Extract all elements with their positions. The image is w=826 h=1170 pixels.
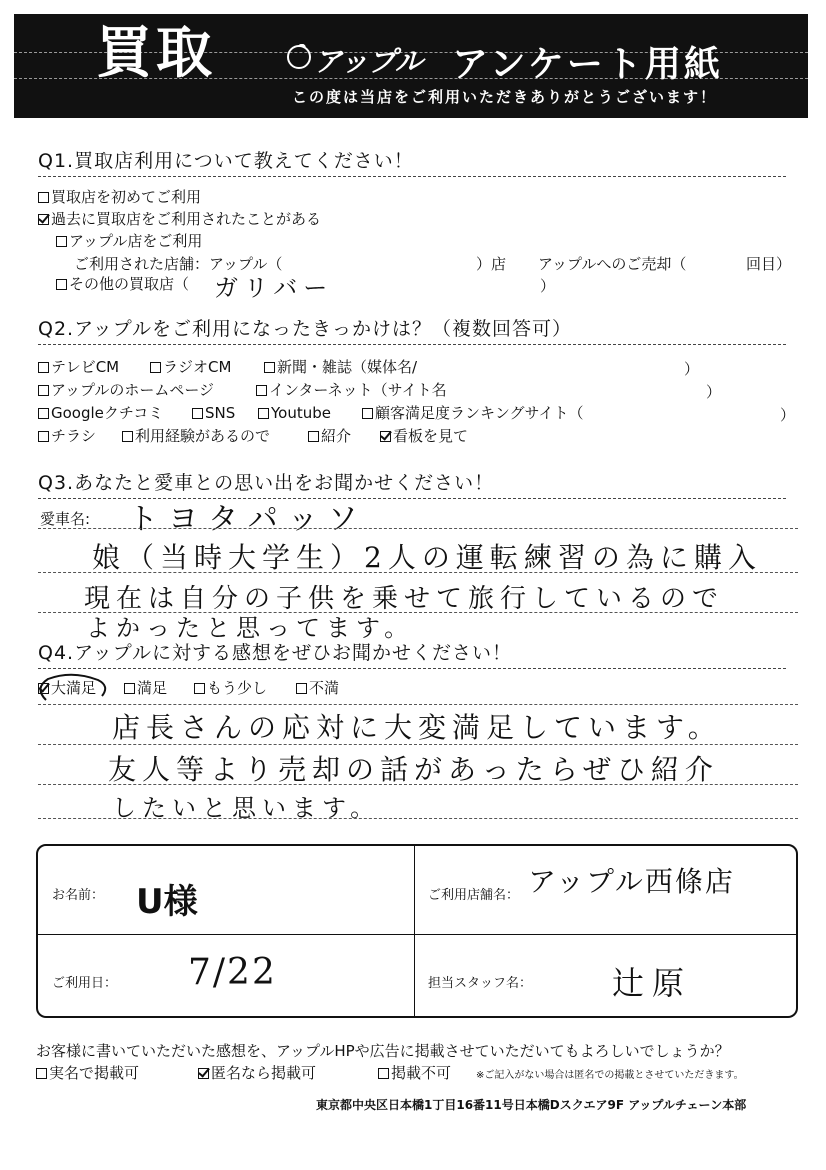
checkbox[interactable] — [362, 408, 373, 419]
checkbox[interactable] — [56, 279, 67, 290]
table-divider — [38, 934, 796, 935]
q1-store-label: ご利用された店舗：アップル（ — [74, 255, 283, 273]
q1-other-answer: ガリバー — [214, 274, 334, 302]
option-label: 看板を見て — [393, 427, 469, 445]
checkbox[interactable] — [38, 385, 49, 396]
option-label: 顧客満足度ランキングサイト（ — [375, 404, 584, 422]
q2-opt-youtube[interactable] — [258, 404, 331, 422]
date-value: 7/22 — [188, 952, 277, 993]
checkbox[interactable] — [150, 362, 161, 373]
store-label: ご利用店舗名： — [428, 888, 520, 903]
checkbox[interactable] — [38, 192, 49, 203]
writing-line — [38, 704, 798, 705]
option-label: 大満足 — [51, 679, 97, 697]
q1-other-close: ） — [540, 277, 556, 295]
q2-opt-radio[interactable] — [150, 358, 231, 376]
checkbox-checked[interactable] — [380, 431, 391, 442]
checkbox[interactable] — [296, 683, 307, 694]
q3-title: Q3.あなたと愛車との思い出をお聞かせください！ — [38, 468, 786, 499]
checkbox[interactable] — [36, 1068, 47, 1079]
q4-answer-line-3: したいと思います。 — [112, 794, 381, 822]
publish-anonymous[interactable] — [198, 1064, 316, 1082]
circle-mark-icon — [32, 672, 112, 706]
option-label: Youtube — [271, 404, 331, 422]
q4-opt-little[interactable] — [194, 679, 267, 697]
option-label: 匿名なら掲載可 — [211, 1064, 317, 1082]
checkbox[interactable] — [124, 683, 135, 694]
q2-opt-flyer[interactable] — [38, 427, 96, 445]
checkbox[interactable] — [256, 385, 267, 396]
q2-ranking-close: ） — [780, 406, 796, 424]
logo-wordmark: アップル — [314, 45, 423, 78]
q2-opt-homepage[interactable] — [38, 381, 214, 399]
table-divider — [414, 846, 415, 1016]
q1-opt-past[interactable] — [38, 210, 321, 228]
option-label: もう少し — [207, 679, 268, 697]
header-band — [14, 14, 808, 118]
customer-info-table — [36, 844, 798, 1018]
writing-line — [38, 528, 798, 529]
q4-opt-dissatisfied[interactable] — [296, 679, 339, 697]
q1-title: Q1.買取店利用について教えてください！ — [38, 146, 786, 177]
publish-not-allowed[interactable] — [378, 1064, 451, 1082]
option-label: 満足 — [137, 679, 168, 697]
checkbox[interactable] — [38, 362, 49, 373]
q1-opt-apple[interactable] — [56, 232, 202, 250]
q2-title: Q2.アップルをご利用になったきっかけは？（複数回答可） — [38, 314, 786, 345]
q2-opt-intro[interactable] — [308, 427, 351, 445]
q1-store-suffix: ）店 — [476, 255, 507, 273]
option-label: 新聞・雑誌（媒体名/ — [277, 358, 418, 376]
checkbox-checked[interactable] — [198, 1068, 209, 1079]
q3-answer-line-2: 現在は自分の子供を乗せて旅行しているので — [84, 584, 725, 614]
option-label: その他の買取店（ — [69, 275, 190, 293]
q2-opt-ranking[interactable] — [362, 404, 584, 422]
option-label: SNS — [205, 404, 236, 422]
option-label: 紹介 — [321, 427, 352, 445]
option-label: インターネット（サイト名 — [269, 381, 447, 399]
kaitori-heading: 買取 — [96, 21, 216, 86]
q3-answer-line-1: 娘（当時大学生）2人の運転練習の為に購入 — [92, 541, 762, 574]
publish-real-name[interactable] — [36, 1064, 139, 1082]
name-value: U様 — [136, 882, 198, 922]
checkbox[interactable] — [258, 408, 269, 419]
checkbox-checked[interactable] — [38, 214, 49, 225]
writing-line — [38, 784, 798, 785]
q4-opt-satisfied[interactable] — [124, 679, 167, 697]
date-label: ご利用日： — [52, 976, 118, 991]
checkbox[interactable] — [308, 431, 319, 442]
form-subtitle: この度は当店をご利用いただきありがとうございます！ — [292, 88, 718, 106]
name-label: お名前： — [52, 888, 105, 903]
option-label: ラジオCM — [163, 358, 232, 376]
q2-opt-experience[interactable] — [122, 427, 270, 445]
q4-title: Q4.アップルに対する感想をぜひお聞かせください！ — [38, 638, 786, 669]
q2-opt-google[interactable] — [38, 404, 163, 422]
checkbox[interactable] — [38, 408, 49, 419]
publish-note: ※ご記入がない場合は匿名での掲載とさせていただきます。 — [476, 1070, 744, 1081]
staff-value: 辻原 — [612, 964, 693, 1002]
option-label: 買取店を初めてご利用 — [51, 188, 202, 206]
q2-opt-internet[interactable] — [256, 381, 447, 399]
logo-badge-icon — [286, 44, 312, 70]
company-address: 東京都中央区日本橋1丁目16番11号日本橋Dスクエア9F アップルチェーン本部 — [316, 1098, 747, 1112]
q3-answer-line-3: よかったと思ってます。 — [86, 614, 415, 642]
option-label: アップルのホームページ — [51, 381, 215, 399]
q1-opt-other[interactable] — [56, 275, 189, 293]
q2-opt-news[interactable] — [264, 358, 417, 376]
writing-line — [38, 572, 798, 573]
option-label: テレビCM — [51, 358, 120, 376]
checkbox[interactable] — [264, 362, 275, 373]
q2-opt-sign[interactable] — [380, 427, 468, 445]
option-label: 実名で掲載可 — [49, 1064, 140, 1082]
q1-opt-first[interactable] — [38, 188, 201, 206]
writing-line — [38, 818, 798, 819]
checkbox[interactable] — [38, 431, 49, 442]
q2-opt-tv[interactable] — [38, 358, 119, 376]
option-label: 利用経験があるので — [135, 427, 271, 445]
checkbox[interactable] — [378, 1068, 389, 1079]
writing-line — [38, 744, 798, 745]
store-value: アップル西條店 — [528, 865, 735, 898]
q2-news-close: ） — [684, 360, 700, 378]
option-label: Googleクチコミ — [51, 404, 164, 422]
form-title: アンケート用紙 — [452, 44, 723, 85]
option-label: 不満 — [309, 679, 340, 697]
q1-count-suffix: 回目） — [746, 255, 792, 273]
q3-car-label: 愛車名: — [40, 510, 91, 528]
publish-consent-question: お客様に書いていただいた感想を、アップルHPや広告に掲載させていただいてもよろしいでしょうか？ — [36, 1042, 730, 1060]
checkbox[interactable] — [192, 408, 203, 419]
checkbox[interactable] — [122, 431, 133, 442]
option-label: 過去に買取店をご利用されたことがある — [51, 210, 322, 228]
option-label: 掲載不可 — [391, 1064, 452, 1082]
option-label: アップル店をご利用 — [69, 232, 203, 250]
q2-internet-close: ） — [706, 383, 722, 401]
q3-car-answer: トヨタパッソ — [128, 502, 368, 537]
option-label: チラシ — [51, 427, 97, 445]
q2-opt-sns[interactable] — [192, 404, 235, 422]
staff-label: 担当スタッフ名： — [428, 976, 533, 991]
checkbox[interactable] — [194, 683, 205, 694]
checkbox[interactable] — [56, 236, 67, 247]
q1-count-label: アップルへのご売却（ — [538, 255, 687, 273]
q4-answer-line-2: 友人等より売却の話があったらぜひ紹介 — [108, 753, 719, 786]
q4-answer-line-1: 店長さんの応対に大変満足しています。 — [112, 711, 722, 744]
